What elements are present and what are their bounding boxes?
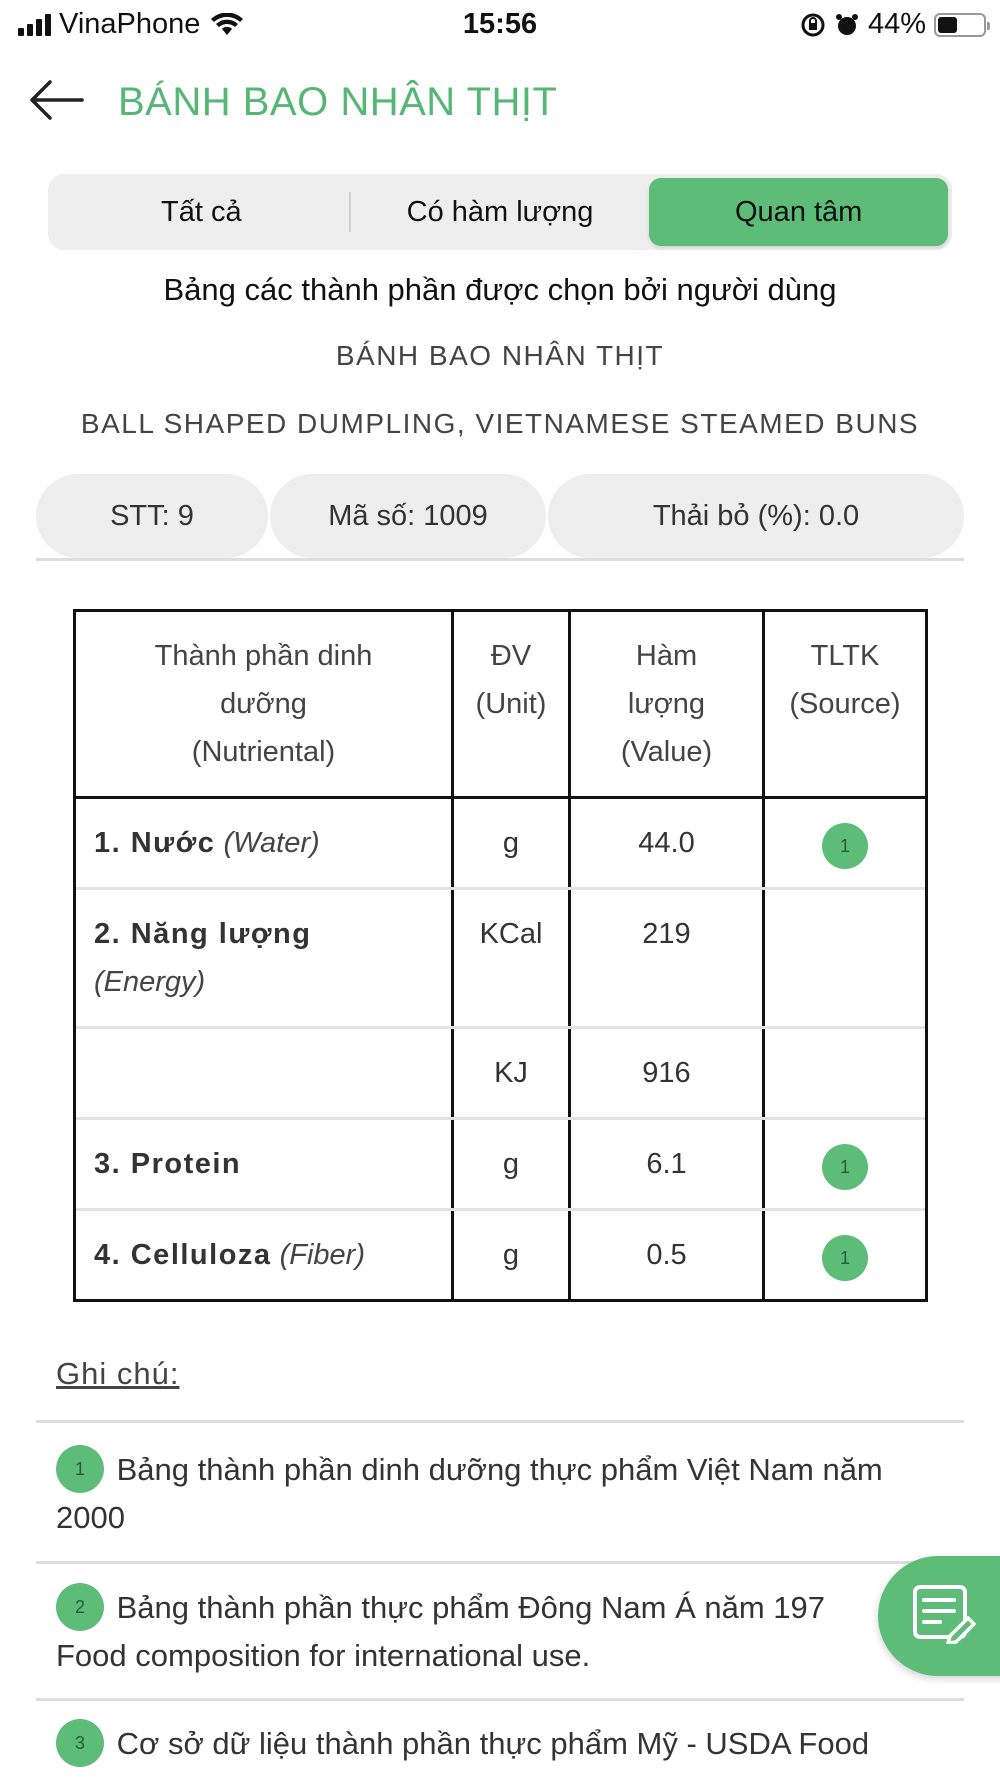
tab-all[interactable]: Tất cả (52, 178, 351, 246)
info-pills (36, 474, 964, 558)
table-subtitle: Bảng các thành phần được chọn bởi người dùng (163, 272, 837, 307)
nutrient-name-en: (Energy) (94, 966, 206, 998)
nutrient-source (765, 799, 925, 887)
header-value-line: (Value) (620, 736, 713, 768)
notes-fab-button[interactable] (878, 1556, 1000, 1676)
alarm-icon (834, 12, 860, 38)
source-badge[interactable]: 1 (822, 1144, 868, 1190)
header-unit (454, 612, 571, 796)
header-source-line: TLTK (810, 640, 880, 672)
notes-title: Ghi chú: (56, 1356, 180, 1391)
carrier-label: VinaPhone (59, 8, 201, 40)
tab-interested[interactable]: Quan tâm (649, 178, 948, 246)
note-text: Bảng thành phần thực phẩm Đông Nam Á năm 197 (116, 1590, 825, 1625)
food-name-en: BALL SHAPED DUMPLING, VIETNAMESE STEAMED BUNS (80, 408, 920, 439)
battery-icon (934, 13, 986, 37)
header-nutrient-line: Thành phần dinh (154, 640, 373, 672)
header-nutrient-line: (Nutriental) (191, 736, 336, 768)
nutrient-unit: g (454, 1211, 571, 1299)
nutrient-value: 0.5 (571, 1211, 765, 1299)
divider (36, 1420, 964, 1423)
divider (36, 1561, 964, 1564)
arrow-left-icon (26, 78, 86, 122)
nutrient-value: 6.1 (571, 1120, 765, 1208)
header (0, 60, 1000, 144)
nutrient-value: 916 (571, 1029, 765, 1117)
status-right (800, 8, 986, 41)
table-row (76, 1208, 925, 1299)
note-number-badge: 2 (56, 1583, 104, 1631)
nutrient-name (76, 1120, 454, 1208)
header-value (571, 612, 765, 796)
nutrient-name-vi: 2. Năng lượng (94, 918, 312, 950)
note-item (56, 1446, 956, 1542)
source-badge[interactable]: 1 (822, 823, 868, 869)
note-edit-icon (912, 1584, 976, 1644)
nutrient-source (765, 1211, 925, 1299)
tab-has-content[interactable]: Có hàm lượng (406, 195, 594, 228)
nutrition-table (73, 609, 928, 1302)
nutrient-name-vi: 1. Nước (94, 827, 216, 859)
nutrient-name (76, 1029, 454, 1117)
waste-pill: Thải bỏ (%): 0.0 (548, 474, 964, 558)
food-name-vi: BÁNH BAO NHÂN THỊT (335, 340, 665, 371)
nutrient-name-en: (Fiber) (279, 1239, 365, 1271)
table-row (76, 1026, 925, 1117)
status-bar (0, 0, 1000, 50)
source-badge[interactable]: 1 (822, 1235, 868, 1281)
note-text: Bảng thành phần dinh dưỡng thực phẩm Việt Nam năm 2000 (56, 1452, 883, 1535)
table-header-row (76, 612, 925, 799)
note-item (56, 1720, 956, 1768)
code-pill: Mã số: 1009 (270, 474, 546, 558)
nutrient-value: 44.0 (571, 799, 765, 887)
divider (36, 1698, 964, 1701)
nutrient-source (765, 1120, 925, 1208)
note-item (56, 1584, 956, 1680)
page-title: BÁNH BAO NHÂN THỊT (118, 80, 558, 124)
clock: 15:56 (462, 8, 538, 40)
nutrient-name (76, 890, 454, 1026)
back-button[interactable] (26, 78, 90, 122)
nutrient-name (76, 799, 454, 887)
nutrient-name-vi: 4. Celluloza (94, 1239, 272, 1271)
nutrient-unit: KJ (454, 1029, 571, 1117)
nutrient-unit: g (454, 799, 571, 887)
header-nutrient-line: dưỡng (220, 688, 307, 720)
table-row (76, 887, 925, 1026)
table-row (76, 1117, 925, 1208)
nutrient-name (76, 1211, 454, 1299)
nutrient-unit: KCal (454, 890, 571, 1026)
note-text: Cơ sở dữ liệu thành phần thực phẩm Mỹ - USDA Food (116, 1726, 870, 1761)
battery-fill (938, 17, 957, 33)
divider (36, 558, 964, 561)
note-number-badge: 1 (56, 1445, 104, 1493)
table-row (76, 799, 925, 887)
note-number-badge: 3 (56, 1719, 104, 1767)
header-nutrient (76, 612, 454, 796)
nutrient-source (765, 890, 925, 1026)
nutrient-name-en: (Water) (223, 827, 320, 859)
header-source (765, 612, 925, 796)
nutrient-source (765, 1029, 925, 1117)
battery-percent: 44% (867, 8, 926, 40)
header-value-line: lượng (627, 688, 706, 720)
nutrient-value: 219 (571, 890, 765, 1026)
nutrient-unit: g (454, 1120, 571, 1208)
header-unit-line: (Unit) (475, 688, 547, 720)
stt-pill: STT: 9 (36, 474, 268, 558)
rotation-lock-icon (800, 12, 826, 38)
header-value-line: Hàm (635, 640, 698, 672)
nutrient-name-vi: 3. Protein (94, 1148, 242, 1180)
note-text-line2: Food composition for international use. (56, 1638, 591, 1673)
header-source-line: (Source) (789, 688, 901, 720)
header-unit-line: ĐV (490, 640, 532, 672)
filter-tabs (48, 174, 952, 250)
